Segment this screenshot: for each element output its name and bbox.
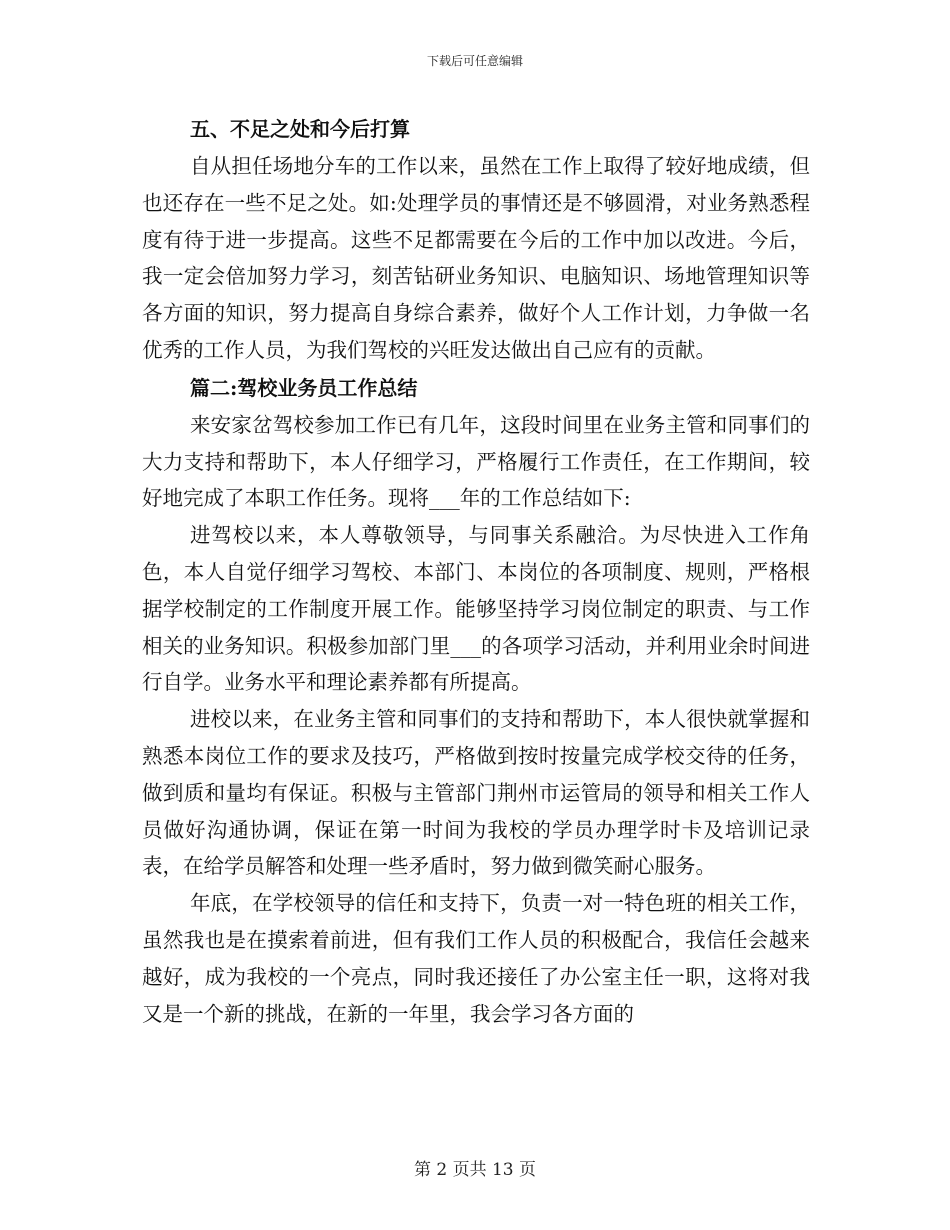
paragraph-attitude: 进驾校以来，本人尊敬领导，与同事关系融洽。为尽快进入工作角色，本人自觉仔细学习驾校、本部门、本岗位的各项制度、规则，严格根据学校制定的工作制度开展工作。能够坚持学习岗位制定的职责、与工作相关的业务知识。积极参加部门里___的各项学习活动，并利用业余时间进行自学。业务水平和理论素养都有所提高。 — [142, 523, 810, 695]
paragraph-work: 进校以来，在业务主管和同事们的支持和帮助下，本人很快就掌握和熟悉本岗位工作的要求及技巧，严格做到按时按量完成学校交待的任务，做到质和量均有保证。积极与主管部门荆州市运管局的领导和相关工作人员做好沟通协调，保证在第一时间为我校的学员办理学时卡及培训记录表，在给学员解答和处理一些矛盾时，努力做到微笑耐心服务。 — [142, 707, 810, 879]
section-heading-shortcomings: 五、不足之处和今后打算 — [190, 117, 410, 141]
paragraph-year-end: 年底，在学校领导的信任和支持下，负责一对一特色班的相关工作，虽然我也是在摸索着前进，但有我们工作人员的积极配合，我信任会越来越好，成为我校的一个亮点，同时我还接任了办公室主任一职，这将对我又是一个新的挑战，在新的一年里，我会学习各方面的 — [142, 891, 810, 1026]
document-body — [142, 110, 810, 1032]
paragraph-shortcomings: 自从担任场地分车的工作以来，虽然在工作上取得了较好地成绩，但也还存在一些不足之处。如:处理学员的事情还是不够圆滑，对业务熟悉程度有待于进一步提高。这些不足都需要在今后的工作中加以改进。今后，我一定会倍加努力学习，刻苦钻研业务知识、电脑知识、场地管理知识等各方面的知识，努力提高自身综合素养，做好个人工作计划，力争做一名优秀的工作人员，为我们驾校的兴旺发达做出自己应有的贡献。 — [142, 154, 810, 362]
page-number-footer: 第 2 页共 13 页 — [413, 1160, 537, 1180]
header-note: 下载后可任意编辑 — [426, 54, 523, 68]
paragraph-intro: 来安家岔驾校参加工作已有几年，这段时间里在业务主管和同事们的大力支持和帮助下，本人仔细学习，严格履行工作责任，在工作期间，较好地完成了本职工作任务。现将___年的工作总结如下: — [142, 412, 810, 511]
article-heading-part2: 篇二:驾校业务员工作总结 — [190, 375, 418, 400]
